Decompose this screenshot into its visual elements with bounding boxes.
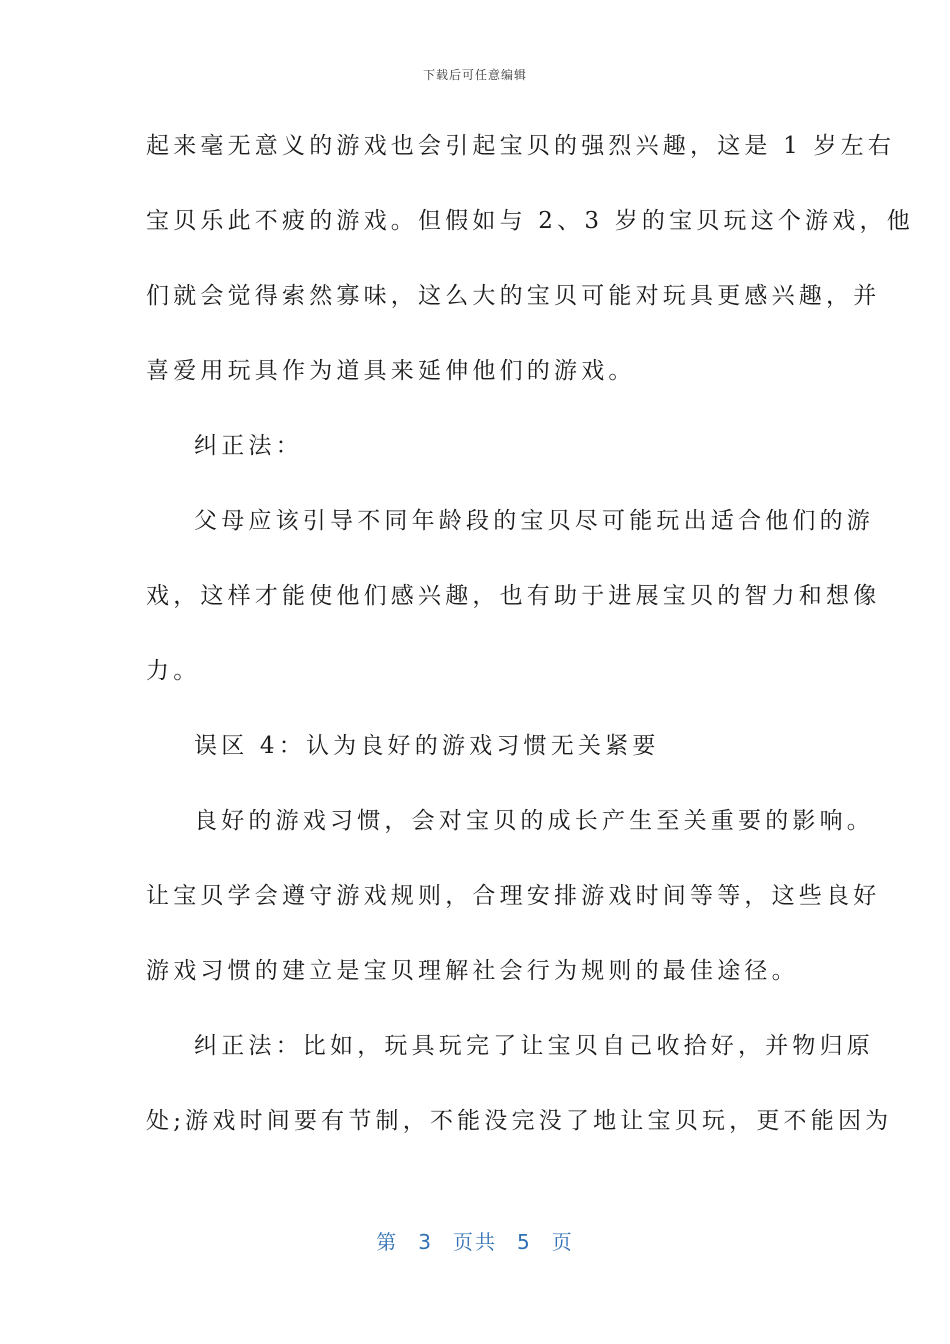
paragraph-line: 起来毫无意义的游戏也会引起宝贝的强烈兴趣，这是 1 岁左右	[146, 133, 896, 159]
section-heading: 纠正法：	[194, 433, 303, 459]
total-pages-number: 5	[517, 1230, 532, 1254]
paragraph-line: 喜爱用玩具作为道具来延伸他们的游戏。	[146, 358, 636, 384]
paragraph-line: 宝贝乐此不疲的游戏。但假如与 2、3 岁的宝贝玩这个游戏，他	[146, 208, 914, 234]
footer-middle: 页共	[453, 1230, 497, 1254]
paragraph-line: 让宝贝学会遵守游戏规则，合理安排游戏时间等等，这些良好	[146, 883, 881, 909]
section-heading: 误区 4：认为良好的游戏习惯无关紧要	[194, 733, 660, 759]
footer-prefix: 第	[376, 1230, 399, 1254]
paragraph-line: 力。	[146, 658, 201, 684]
current-page-number: 3	[418, 1230, 433, 1254]
paragraph-line: 父母应该引导不同年龄段的宝贝尽可能玩出适合他们的游	[194, 508, 874, 534]
paragraph-line: 良好的游戏习惯，会对宝贝的成长产生至关重要的影响。	[194, 808, 874, 834]
page-footer	[0, 1226, 950, 1255]
paragraph-line: 们就会觉得索然寡味，这么大的宝贝可能对玩具更感兴趣，并	[146, 283, 881, 309]
header-note: 下载后可任意编辑	[422, 68, 527, 82]
paragraph-line: 处;游戏时间要有节制，不能没完没了地让宝贝玩，更不能因为	[146, 1108, 893, 1134]
paragraph-line: 戏，这样才能使他们感兴趣，也有助于进展宝贝的智力和想像	[146, 583, 881, 609]
paragraph-line: 游戏习惯的建立是宝贝理解社会行为规则的最佳途径。	[146, 958, 799, 984]
footer-suffix: 页	[551, 1230, 574, 1254]
paragraph-line: 纠正法：比如，玩具玩完了让宝贝自己收拾好，并物归原	[194, 1033, 874, 1059]
